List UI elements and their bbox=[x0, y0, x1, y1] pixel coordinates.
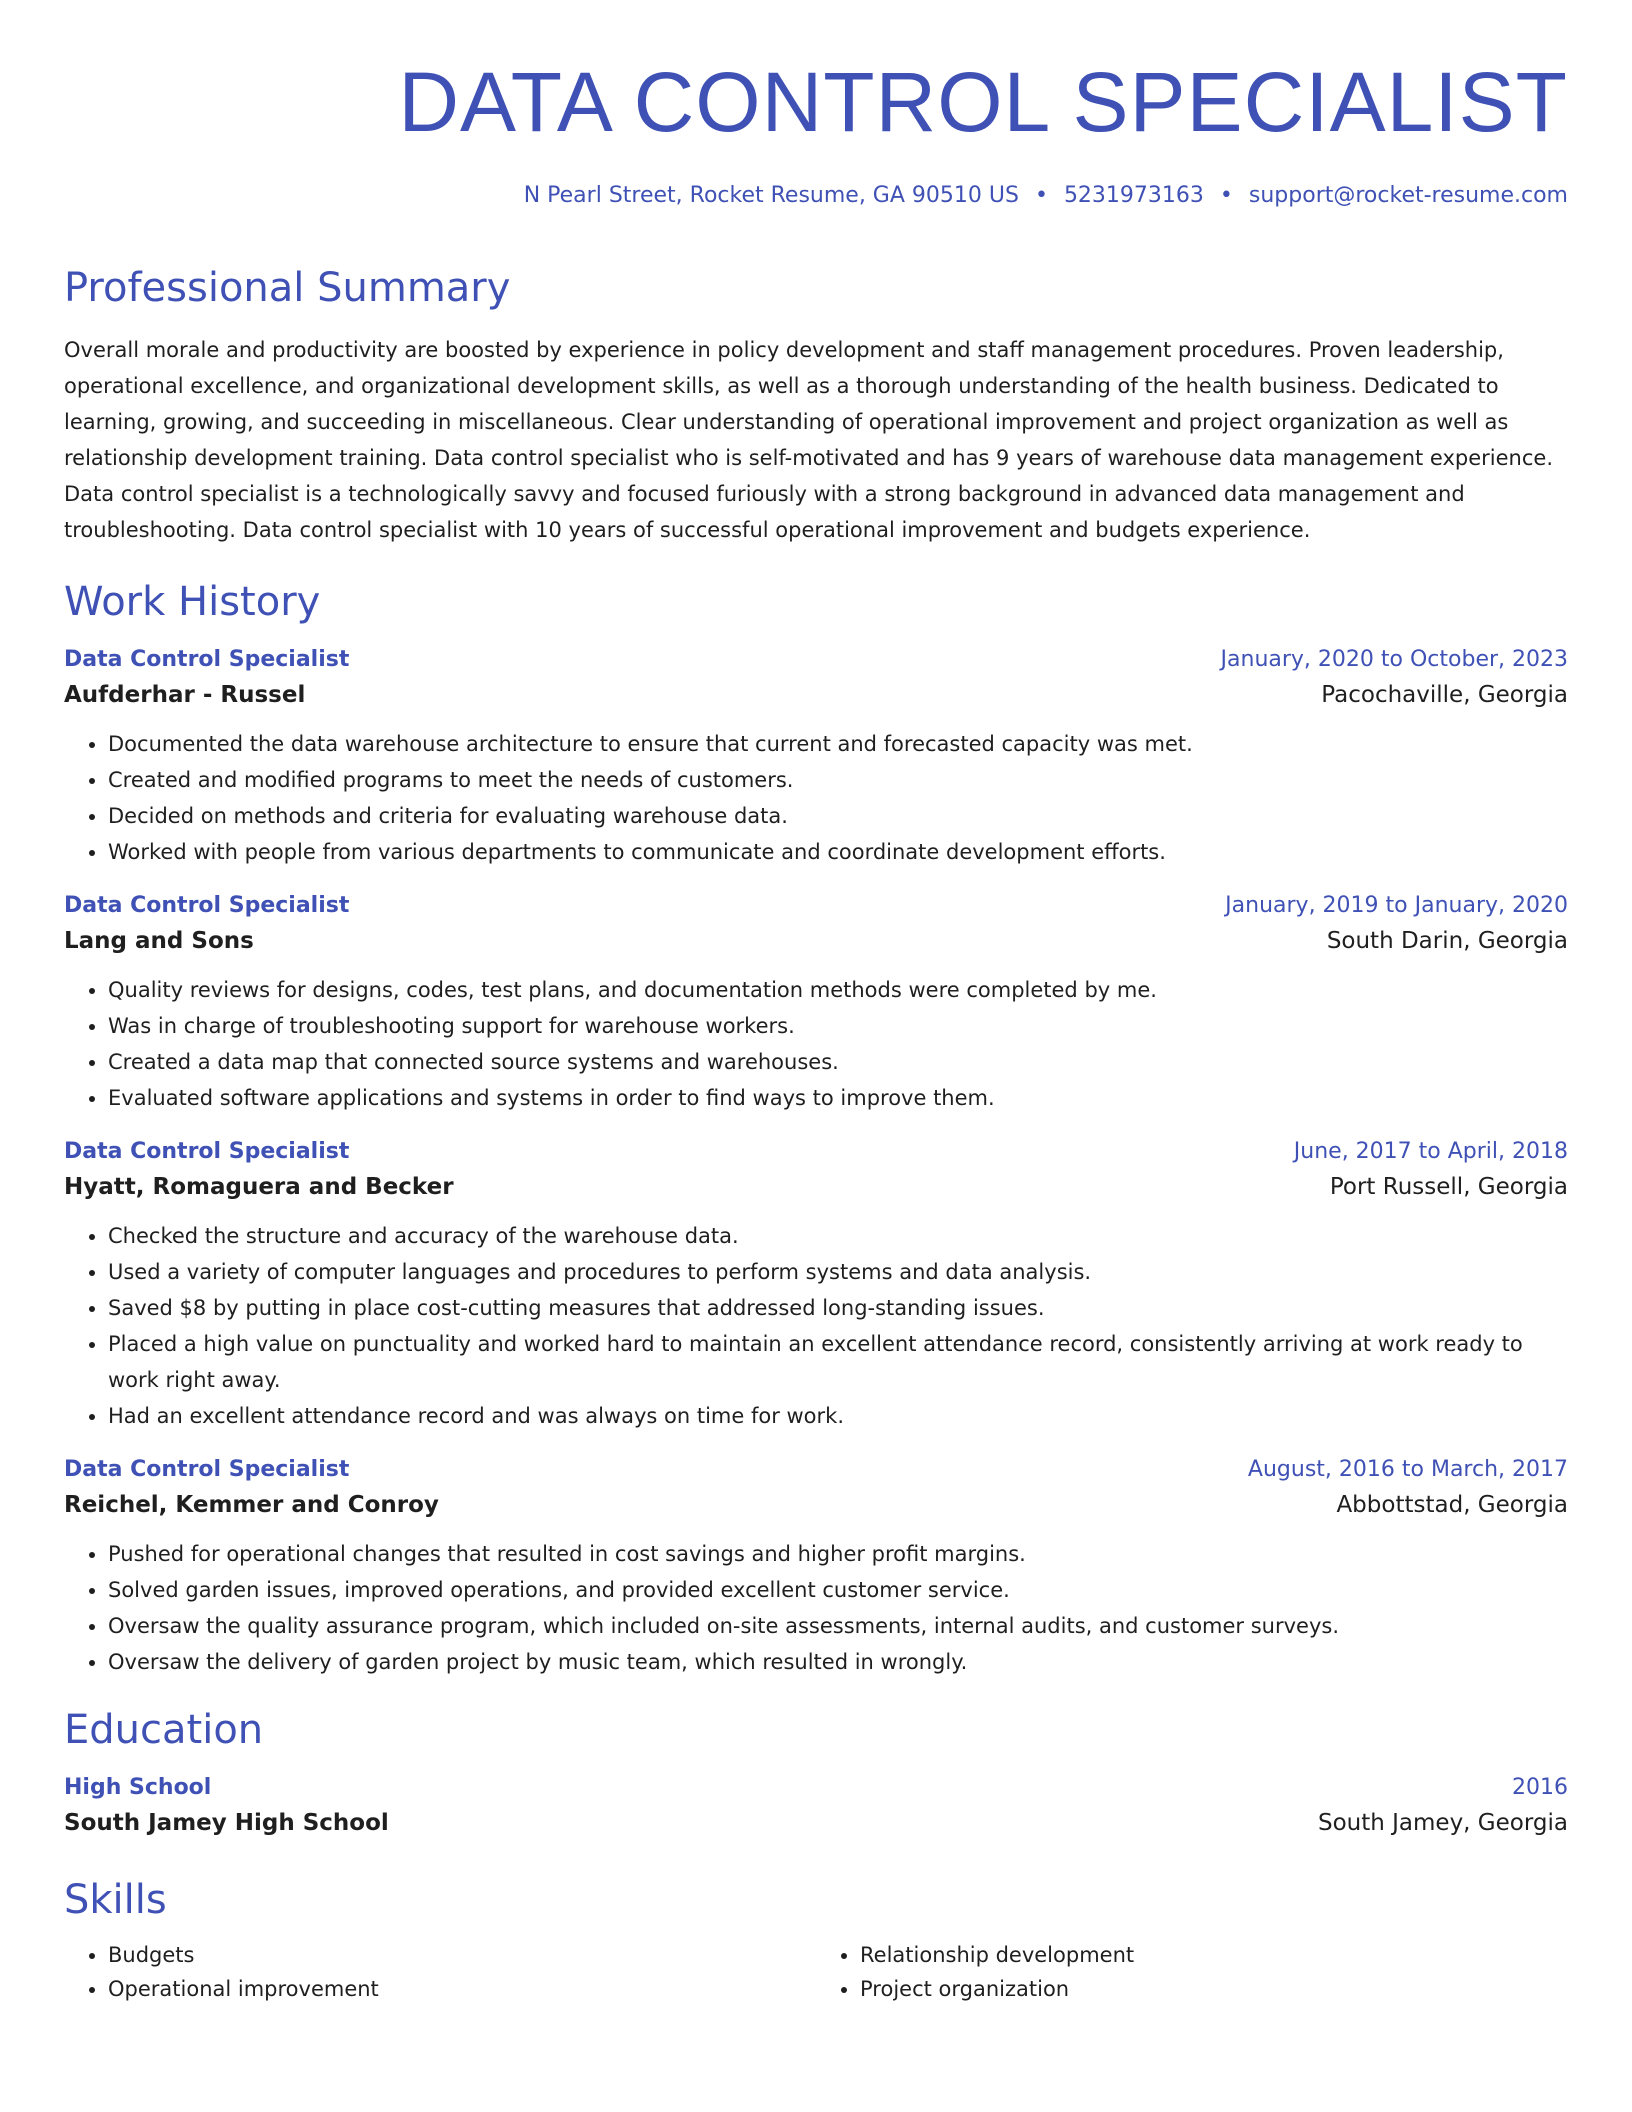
summary-heading: Professional Summary bbox=[64, 265, 511, 311]
job-bullet: • Oversaw the delivery of garden project by music team, which resulted in wrongly. bbox=[108, 1644, 1568, 1680]
contact-separator: • bbox=[1219, 183, 1233, 208]
contact-email: support@rocket-resume.com bbox=[1248, 183, 1568, 208]
candidate-name: DATA CONTROL SPECIALIST bbox=[398, 55, 1568, 149]
contact-line bbox=[64, 182, 1568, 210]
job-role: Data Control Specialist bbox=[64, 893, 350, 918]
job-location: Port Russell, Georgia bbox=[1329, 1174, 1568, 1200]
skills-column-left bbox=[64, 1938, 816, 2006]
job-bullet: • Checked the structure and accuracy of the warehouse data. bbox=[108, 1218, 1568, 1254]
skill-item: • Budgets bbox=[108, 1938, 816, 1972]
job-bullet: • Solved garden issues, improved operations, and provided excellent customer service. bbox=[108, 1572, 1568, 1608]
job-location: Pacochaville, Georgia bbox=[1321, 682, 1568, 708]
job-bullet: • Documented the data warehouse architecture to ensure that current and forecasted capacity was met. bbox=[108, 726, 1568, 762]
skills-column-right bbox=[816, 1938, 1568, 2006]
contact-phone: 5231973163 bbox=[1063, 183, 1204, 208]
job-bullets bbox=[64, 726, 1568, 870]
job-dates: June, 2017 to April, 2018 bbox=[1293, 1139, 1568, 1164]
work-history-list bbox=[64, 644, 1568, 1680]
job-bullet: • Used a variety of computer languages and procedures to perform systems and data analysis. bbox=[108, 1254, 1568, 1290]
job-role: Data Control Specialist bbox=[64, 1457, 350, 1482]
job-dates: January, 2020 to October, 2023 bbox=[1220, 647, 1568, 672]
skill-item: • Operational improvement bbox=[108, 1972, 816, 2006]
job-entry bbox=[64, 644, 1568, 870]
education-heading: Education bbox=[64, 1707, 264, 1753]
job-company: Aufderhar - Russel bbox=[64, 682, 306, 708]
job-entry bbox=[64, 1454, 1568, 1680]
job-bullet: • Oversaw the quality assurance program, which included on-site assessments, internal audits, and customer surveys. bbox=[108, 1608, 1568, 1644]
job-bullet: • Placed a high value on punctuality and worked hard to maintain an excellent attendance record, consistently arriving at work ready to work right away. bbox=[108, 1326, 1568, 1398]
job-entry bbox=[64, 890, 1568, 1116]
job-entry bbox=[64, 1136, 1568, 1434]
summary-text: Overall morale and productivity are boosted by experience in policy development and staff management procedures. Proven leadership, operational excellence, and organizational development skills, as well as a thorough understanding of the health business. Dedicated to learning, growing, and succeeding in miscellaneous. Clear understanding of operational improvement and project organization as well as relationship development training. Data control specialist who is self-motivated and has 9 years of warehouse data management experience. Data control specialist is a technologically savvy and focused furiously with a strong background in advanced data management and troubleshooting. Data control specialist with 10 years of successful operational improvement and budgets experience. bbox=[64, 338, 1554, 542]
skill-item: • Relationship development bbox=[860, 1938, 1568, 1972]
skill-item: • Project organization bbox=[860, 1972, 1568, 2006]
job-bullet: • Pushed for operational changes that resulted in cost savings and higher profit margins. bbox=[108, 1536, 1568, 1572]
job-bullet: • Created and modified programs to meet the needs of customers. bbox=[108, 762, 1568, 798]
job-bullet: • Created a data map that connected source systems and warehouses. bbox=[108, 1044, 1568, 1080]
education-location: South Jamey, Georgia bbox=[1317, 1810, 1568, 1836]
job-bullet: • Quality reviews for designs, codes, test plans, and documentation methods were completed by me. bbox=[108, 972, 1568, 1008]
job-bullets bbox=[64, 972, 1568, 1116]
job-bullet: • Was in charge of troubleshooting support for warehouse workers. bbox=[108, 1008, 1568, 1044]
job-dates: August, 2016 to March, 2017 bbox=[1247, 1457, 1568, 1482]
job-company: Reichel, Kemmer and Conroy bbox=[64, 1492, 439, 1518]
job-location: Abbottstad, Georgia bbox=[1336, 1492, 1568, 1518]
contact-separator: • bbox=[1034, 183, 1048, 208]
education-year: 2016 bbox=[1512, 1775, 1568, 1800]
job-bullet: • Evaluated software applications and systems in order to find ways to improve them. bbox=[108, 1080, 1568, 1116]
job-bullet: • Worked with people from various departments to communicate and coordinate development efforts. bbox=[108, 834, 1568, 870]
contact-address: N Pearl Street, Rocket Resume, GA 90510 US bbox=[523, 183, 1019, 208]
education-entry bbox=[64, 1772, 1568, 1842]
job-bullets bbox=[64, 1218, 1568, 1434]
skills-heading: Skills bbox=[64, 1877, 167, 1923]
job-role: Data Control Specialist bbox=[64, 647, 350, 672]
job-location: South Darin, Georgia bbox=[1326, 928, 1568, 954]
education-degree: High School bbox=[64, 1775, 212, 1800]
work-history-heading: Work History bbox=[64, 579, 321, 625]
skills-list bbox=[64, 1938, 1568, 2006]
job-dates: January, 2019 to January, 2020 bbox=[1225, 893, 1568, 918]
education-school: South Jamey High School bbox=[64, 1810, 389, 1836]
job-bullet: • Decided on methods and criteria for evaluating warehouse data. bbox=[108, 798, 1568, 834]
job-role: Data Control Specialist bbox=[64, 1139, 350, 1164]
job-bullet: • Saved $8 by putting in place cost-cutting measures that addressed long-standing issues. bbox=[108, 1290, 1568, 1326]
job-company: Lang and Sons bbox=[64, 928, 254, 954]
job-bullet: • Had an excellent attendance record and was always on time for work. bbox=[108, 1398, 1568, 1434]
job-bullets bbox=[64, 1536, 1568, 1680]
job-company: Hyatt, Romaguera and Becker bbox=[64, 1174, 454, 1200]
